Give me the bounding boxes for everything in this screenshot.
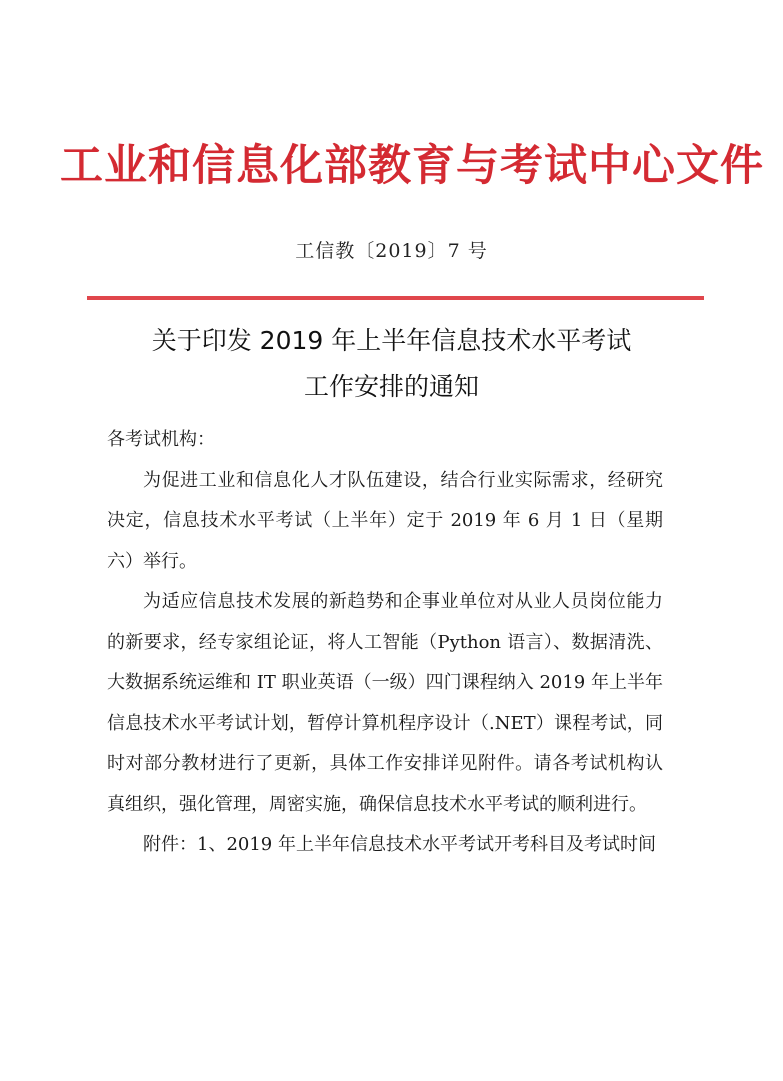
attachment-line: 附件：1、2019 年上半年信息技术水平考试开考科目及考试时间 <box>143 834 656 855</box>
issuer-header-title: 工业和信息化部教育与考试中心文件 <box>60 141 764 191</box>
notice-title-line-2: 工作安排的通知 <box>303 372 479 401</box>
red-divider-line <box>87 296 704 300</box>
notice-title <box>60 318 723 410</box>
document-number: 工信教〔2019〕7 号 <box>295 240 488 262</box>
body-paragraph-1: 为促进工业和信息化人才队伍建设，结合行业实际需求，经研究决定，信息技术水平考试（上半年）定于 2019 年 6 月 1 日（星期六）举行。 <box>107 469 663 572</box>
notice-title-line-1: 关于印发 2019 年上半年信息技术水平考试 <box>151 326 632 355</box>
salutation: 各考试机构： <box>107 429 215 450</box>
notice-body <box>107 420 663 866</box>
body-paragraph-2: 为适应信息技术发展的新趋势和企事业单位对从业人员岗位能力的新要求，经专家组论证，将人工智能（Python 语言）、数据清洗、大数据系统运维和 IT 职业英语（一级）四门课程纳入 2019 年上半年信息技术水平考试计划，暂停计算机程序设计（.NET）课程考试，同时对部分教材进行了更新，具体工作安排详见附件。请各考试机构认真组织，强化管理，周密实施，确保信息技术水平考试的顺利进行。 <box>107 591 663 815</box>
